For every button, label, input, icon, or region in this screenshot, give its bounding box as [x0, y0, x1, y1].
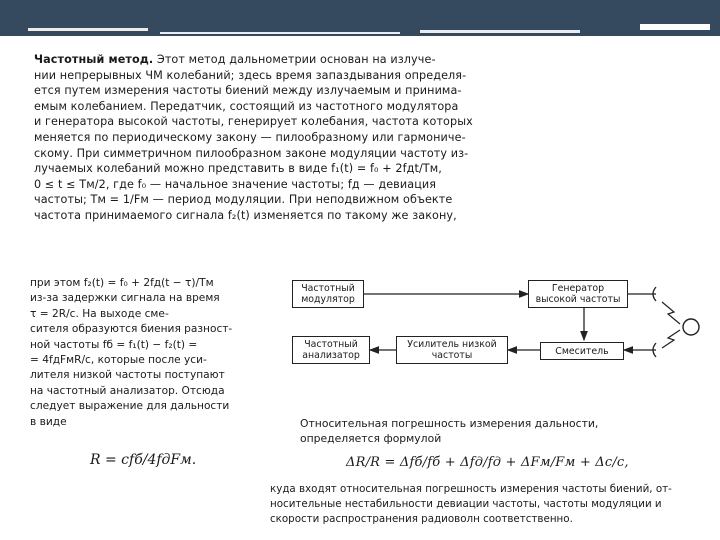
paragraph-body: Этот метод дальнометрии основан на излуче- нии непрерывных ЧМ колебаний; здесь время запаздывания определя- ется путем измерения частоты биений между излучаемым и принима- емым колебанием. Передатчик, состоящий из частотного модулятора и генератора высокой частоты, генерирует колебания, частота которых меняется по периодическому закону — пилообразному или гармониче- скому. При симметричном пилообразном законе модуляции частоту из- лучаемых колебаний можно представить в виде f₁(t) = f₀ + 2fдt/Tм, 0 ≤ t ≤ Tм/2, где f₀ — начальное значение частоты; fд — девиация частоты; Tм = 1/Fм — период модуляции. При неподвижном объекте частота принимаемого сигнала f₂(t) изменяется по такому же закону, — [34, 53, 473, 222]
block-diagram — [284, 272, 704, 372]
mixer-box: Смеситель — [540, 342, 624, 360]
generator-box: Генератор высокой частоты — [528, 280, 628, 308]
decor-stripe — [640, 24, 710, 30]
analyzer-box: Частотный анализатор — [292, 336, 370, 364]
top-bar — [0, 0, 720, 36]
decor-stripe — [28, 28, 148, 31]
main-paragraph — [34, 52, 704, 224]
range-formula: R = cfб/4fдFм. — [90, 452, 197, 468]
left-paragraph: при этом f₂(t) = f₀ + 2fд(t − τ)/Tм из-за задержки сигнала на время τ = 2R/c. На выходе сме- сителя образуются биения разност- ной частоты fб = f₁(t) − f₂(t) = = 4fдFмR/c, которые после уси- лителя низкой частоты поступают на частотный анализатор. Отсюда следует выражение для дальности в виде — [30, 277, 233, 428]
decor-stripe — [160, 32, 400, 34]
paragraph-heading: Частотный метод. — [34, 53, 154, 66]
modulator-box: Частотный модулятор — [292, 280, 364, 308]
bottom-paragraph: куда входят относительная погрешность измерения частоты биений, от- носительные нестабильности девиации частоты, частоты модуляции и скорости распространения радиоволн соответственно. — [270, 483, 672, 525]
amplifier-box: Усилитель низкой частоты — [396, 336, 508, 364]
error-subtitle: Относительная погрешность измерения дальности, определяется формулой — [300, 417, 599, 445]
decor-stripe — [420, 30, 580, 33]
error-formula: ΔR/R = Δfб/fб + Δfд/fд + ΔFм/Fм + Δc/c, — [346, 455, 629, 470]
